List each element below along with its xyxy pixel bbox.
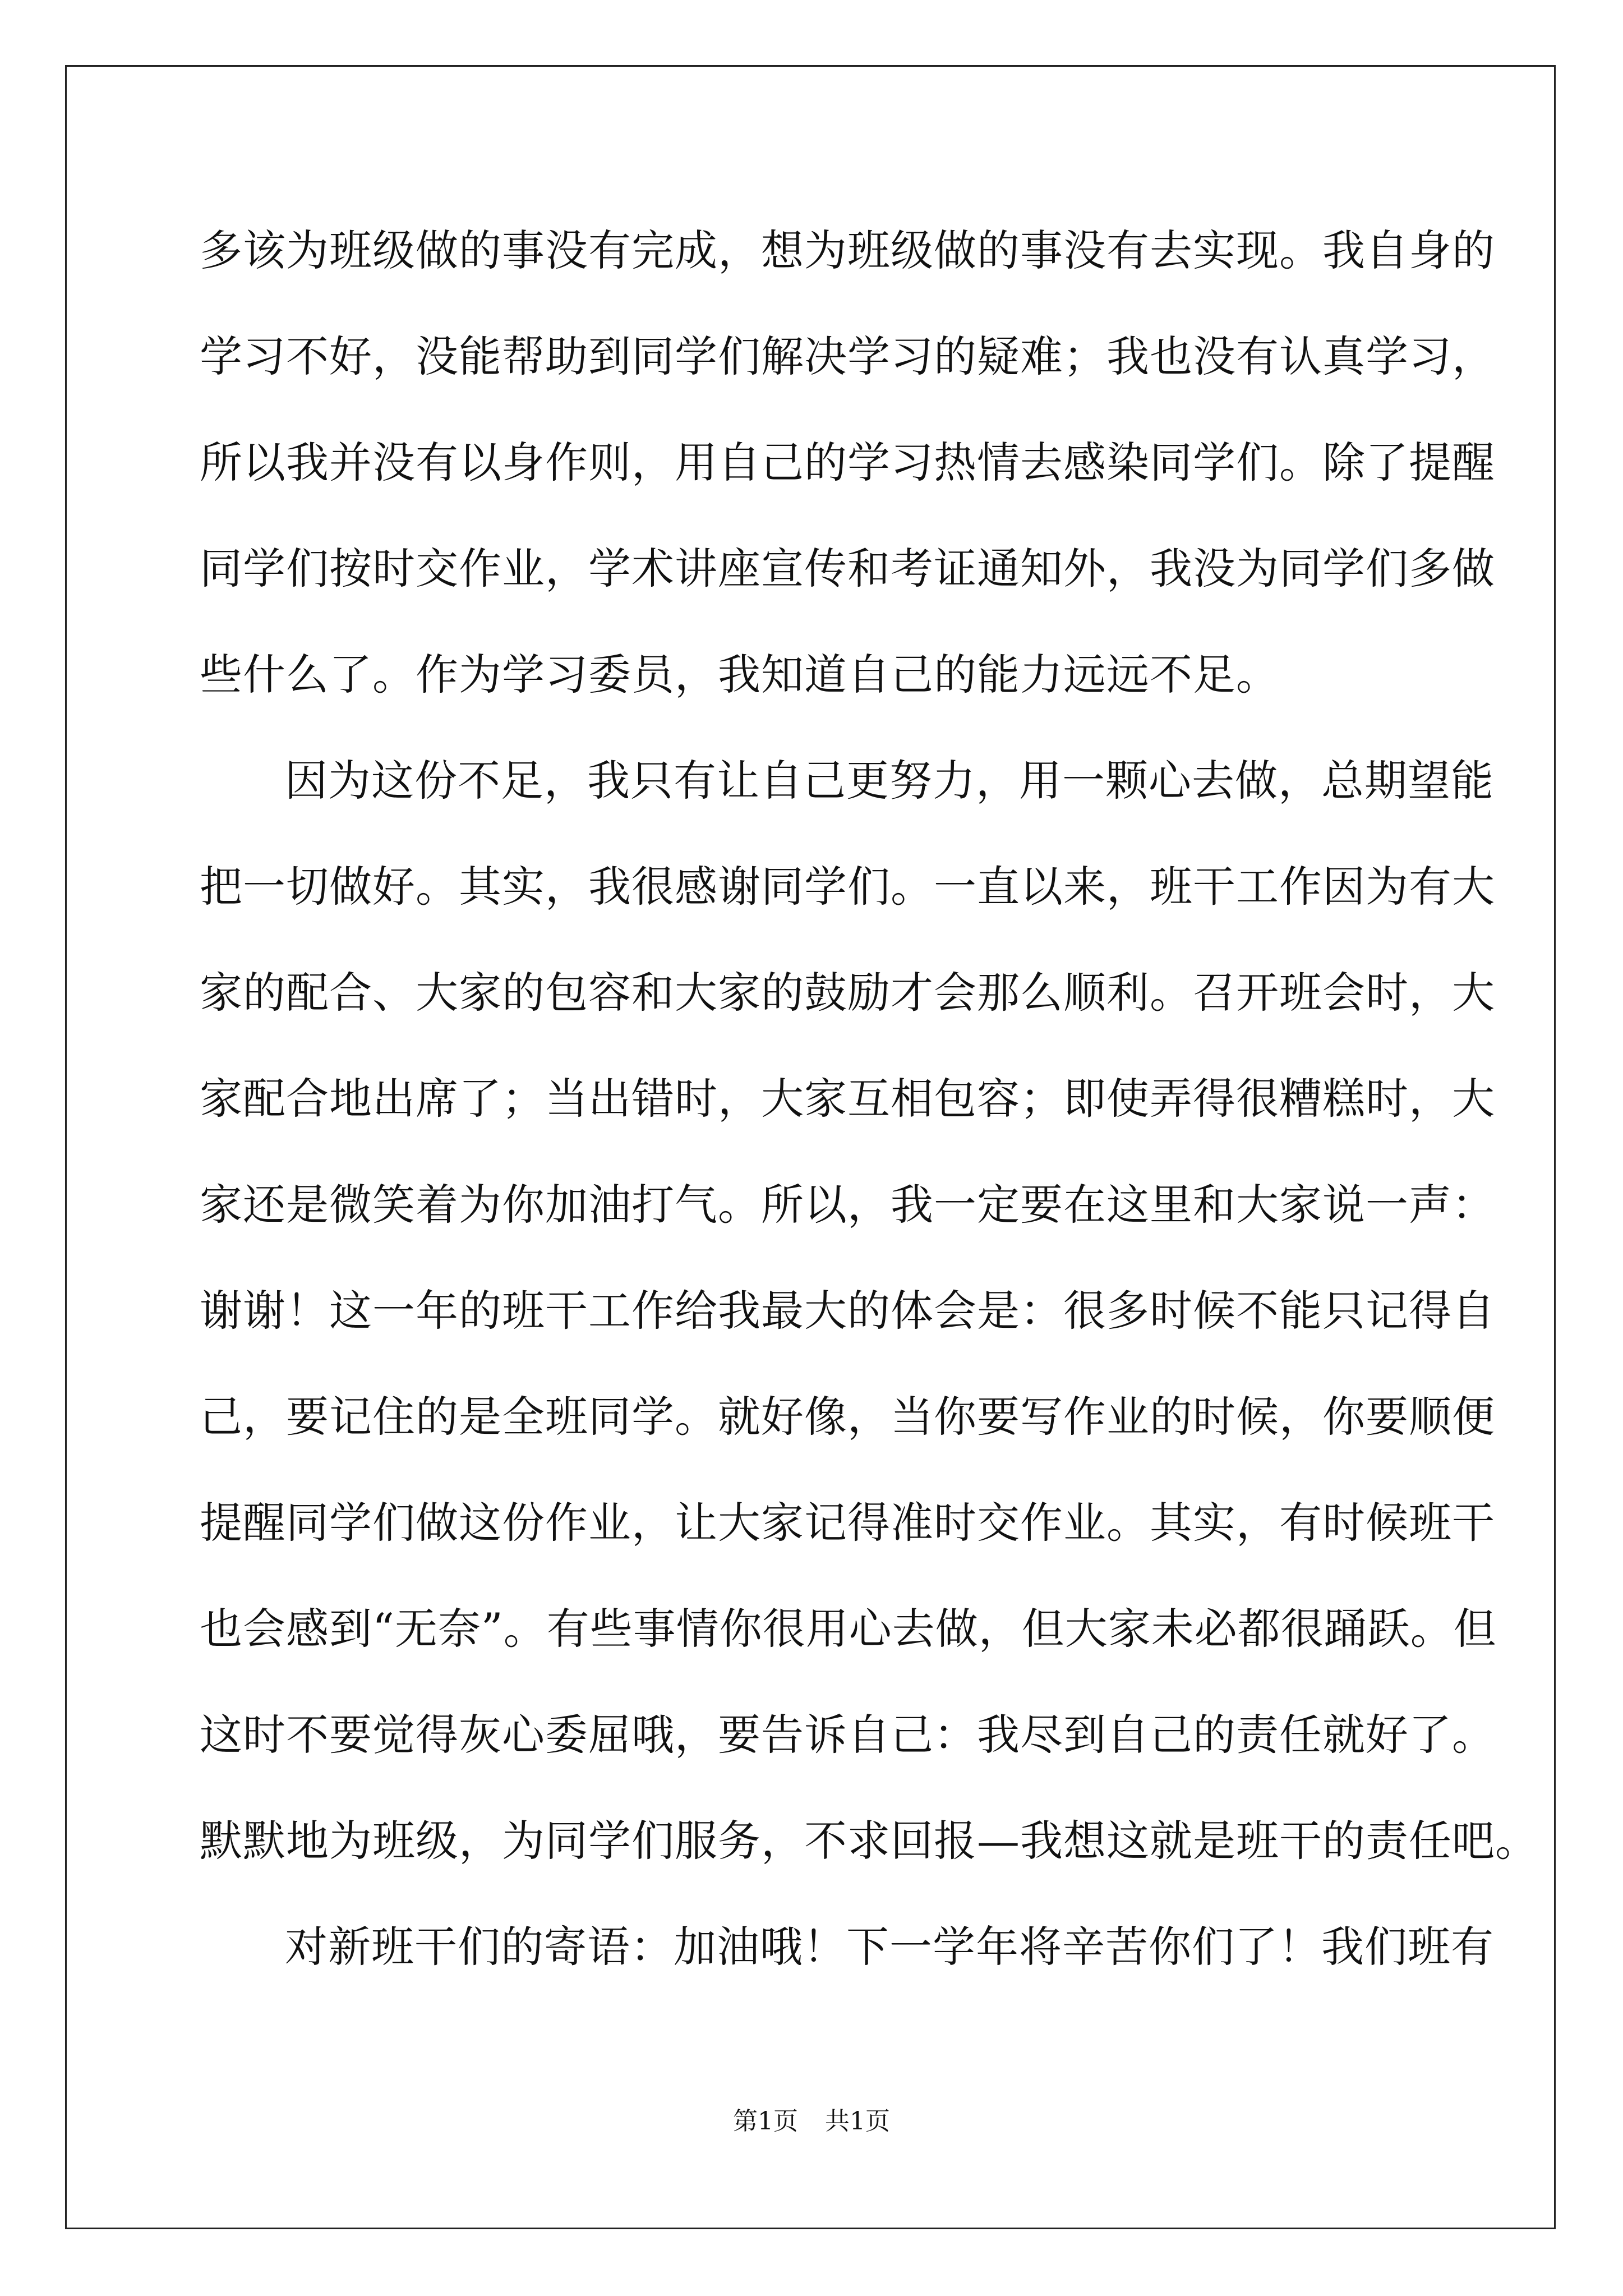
text-line: 提醒同学们做这份作业，让大家记得准时交作业。其实，有时候班干 <box>200 1498 1495 1548</box>
document-body <box>200 209 1538 2011</box>
page-number: 第1页 <box>733 2107 798 2136</box>
text-line: 谢谢！这一年的班干工作给我最大的体会是：很多时候不能只记得自 <box>200 1286 1495 1336</box>
text-line: 己，要记住的是全班同学。就好像，当你要写作业的时候，你要顺便 <box>200 1392 1495 1442</box>
text-line: 些什么了。作为学习委员，我知道自己的能力远远不足。 <box>200 650 1279 700</box>
text-line: 家还是微笑着为你加油打气。所以，我一定要在这里和大家说一声： <box>200 1180 1495 1230</box>
text-line: 因为这份不足，我只有让自己更努力，用一颗心去做，总期望能 <box>285 756 1494 806</box>
text-line: 对新班干们的寄语：加油哦！下一学年将辛苦你们了！我们班有 <box>285 1922 1494 1972</box>
text-line: 多该为班级做的事没有完成，想为班级做的事没有去实现。我自身的 <box>200 226 1495 275</box>
text-line: 所以我并没有以身作则，用自己的学习热情去感染同学们。除了提醒 <box>200 438 1495 487</box>
text-line: 学习不好，没能帮助到同学们解决学习的疑难；我也没有认真学习， <box>200 332 1495 381</box>
page-total: 共1页 <box>825 2107 890 2136</box>
text-line: 家的配合、大家的包容和大家的鼓励才会那么顺利。召开班会时，大 <box>200 968 1495 1018</box>
text-line: 这时不要觉得灰心委屈哦，要告诉自己：我尽到自己的责任就好了。 <box>200 1710 1495 1760</box>
text-line: 默默地为班级，为同学们服务，不求回报—我想这就是班干的责任吧。 <box>200 1816 1538 1866</box>
text-line: 把一切做好。其实，我很感谢同学们。一直以来，班干工作因为有大 <box>200 862 1495 912</box>
page-footer <box>0 2105 1623 2138</box>
text-line: 同学们按时交作业，学术讲座宣传和考证通知外，我没为同学们多做 <box>200 544 1495 593</box>
text-line: 也会感到“无奈”。有些事情你很用心去做，但大家未必都很踊跃。但 <box>200 1604 1497 1654</box>
text-line: 家配合地出席了；当出错时，大家互相包容；即使弄得很糟糕时，大 <box>200 1074 1495 1124</box>
